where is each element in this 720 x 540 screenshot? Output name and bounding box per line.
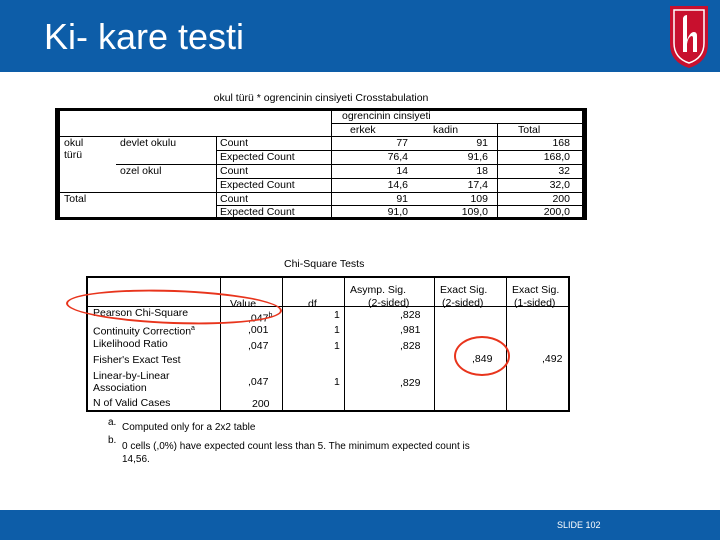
- row-exact1: ,492: [542, 353, 563, 365]
- crosstab-title: okul türü * ogrencinin cinsiyeti Crosstabulation: [213, 92, 429, 104]
- footer-bar: [0, 510, 720, 540]
- col-header-erkek: erkek: [350, 124, 376, 136]
- cell-value: 17,4: [467, 179, 488, 191]
- slide-title: Ki- kare testi: [44, 16, 245, 57]
- group-label: ozel okul: [120, 165, 162, 177]
- footnote-b-cont: 14,56.: [122, 454, 150, 465]
- col-header-total: Total: [518, 124, 541, 136]
- cell-value: 91: [396, 193, 408, 205]
- header-asymp-sig: Asymp. Sig.: [350, 284, 407, 296]
- total-label: Total: [64, 193, 87, 205]
- header-exact1-sig: Exact Sig.: [512, 284, 560, 296]
- stat-label: Expected Count: [220, 179, 295, 191]
- stat-label: Expected Count: [220, 206, 295, 218]
- cell-value: 109: [470, 193, 488, 205]
- footnote-a-marker: a.: [108, 417, 117, 428]
- row-label: Fisher's Exact Test: [93, 354, 181, 366]
- cell-value: 168: [552, 137, 570, 149]
- highlight-ellipse-fisher: [454, 336, 510, 376]
- row-value: ,047: [248, 376, 269, 388]
- row-label: Continuity Correction$^a$: [93, 325, 195, 338]
- group-header: ogrencinin cinsiyeti: [342, 110, 431, 122]
- cell-value: 109,0: [461, 206, 488, 218]
- stat-label: Count: [220, 137, 249, 149]
- row-label: Pearson Chi-Square: [93, 307, 189, 319]
- row-df: 1: [334, 376, 340, 388]
- header-exact2-sided: (2-sided): [442, 297, 484, 309]
- cell-value: 18: [476, 165, 488, 177]
- hacettepe-logo-icon: [666, 0, 712, 72]
- row-value: ,001: [248, 324, 269, 336]
- cell-value: 91: [476, 137, 488, 149]
- cell-value: 14: [396, 165, 408, 177]
- cell-value: 168,0: [543, 151, 570, 163]
- row-asymp: ,829: [400, 377, 421, 389]
- cell-value: 32,0: [549, 179, 570, 191]
- cell-value: 77: [396, 137, 408, 149]
- row-label: Linear-by-Linear: [93, 370, 170, 382]
- row-label: Likelihood Ratio: [93, 338, 168, 350]
- header-exact1-sided: (1-sided): [514, 297, 556, 309]
- row-header-okul: okul: [64, 137, 84, 149]
- cell-value: 14,6: [387, 179, 408, 191]
- footnote-a: Computed only for a 2x2 table: [122, 422, 256, 433]
- cell-value: 32: [558, 165, 570, 177]
- header-df: df: [308, 298, 317, 310]
- header-value: Value: [230, 298, 257, 310]
- cell-value: 91,0: [387, 206, 408, 218]
- footnote-b: 0 cells (,0%) have expected count less than 5. The minimum expected count is: [122, 441, 470, 452]
- row-asymp: ,828: [400, 340, 421, 352]
- group-label: devlet okulu: [120, 137, 177, 149]
- chisq-title: Chi-Square Tests: [284, 258, 365, 270]
- row-df: 1: [334, 340, 340, 352]
- col-header-kadin: kadin: [433, 124, 459, 136]
- row-exact2: ,849: [472, 353, 493, 365]
- cell-value: 76,4: [387, 151, 408, 163]
- row-label: N of Valid Cases: [93, 397, 171, 409]
- crosstab-table: [60, 111, 582, 217]
- row-value: 200: [252, 398, 270, 410]
- row-df: 1: [334, 309, 340, 321]
- row-header-turu: türü: [64, 149, 83, 161]
- row-value: ,047$^b$: [248, 312, 273, 325]
- cell-value: 200: [552, 193, 570, 205]
- stat-label: Count: [220, 165, 249, 177]
- cell-value: 200,0: [543, 206, 570, 218]
- row-asymp: ,981: [400, 324, 421, 336]
- slide-number: SLIDE 102: [557, 520, 601, 530]
- header-asymp-sided: (2-sided): [368, 297, 410, 309]
- stat-label: Count: [220, 193, 249, 205]
- row-df: 1: [334, 324, 340, 336]
- cell-value: 91,6: [467, 151, 488, 163]
- header-exact2-sig: Exact Sig.: [440, 284, 488, 296]
- row-asymp: ,828: [400, 309, 421, 321]
- stat-label: Expected Count: [220, 151, 295, 163]
- row-value: ,047: [248, 340, 269, 352]
- row-label-2: Association: [93, 382, 147, 394]
- footnote-b-marker: b.: [108, 435, 117, 446]
